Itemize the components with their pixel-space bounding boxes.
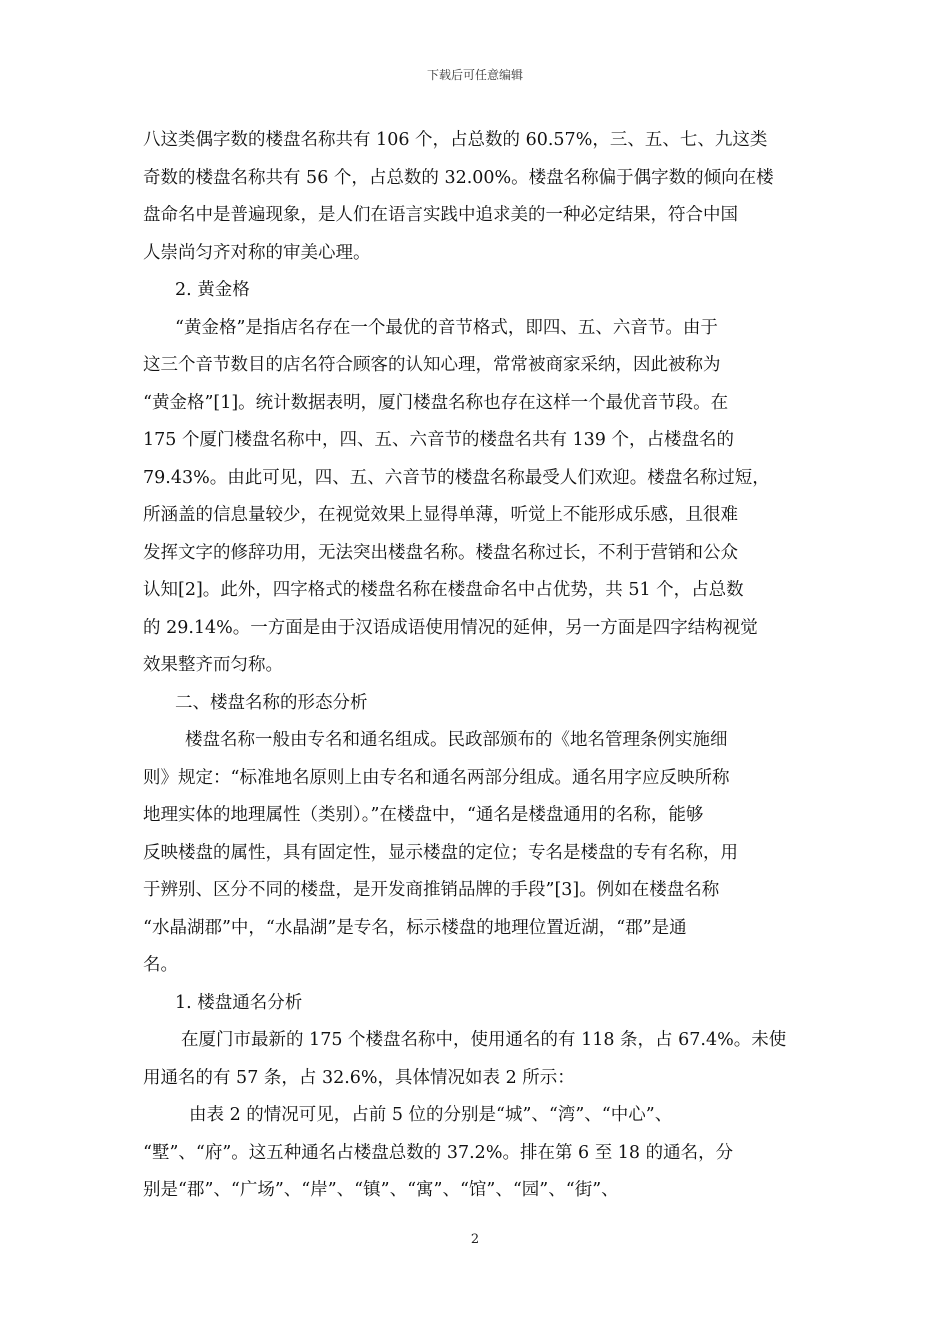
text-line: 1. 楼盘通名分析	[175, 992, 303, 1013]
text-line: 所涵盖的信息量较少，在视觉效果上显得单薄，听觉上不能形成乐感，且很难	[143, 505, 738, 525]
text-line: 在厦门市最新的 175 个楼盘名称中，使用通名的有 118 条，占 67.4%。未使	[181, 1030, 787, 1050]
text-line: 的 29.14%。一方面是由于汉语成语使用情况的延伸，另一方面是四字结构视觉	[143, 617, 758, 638]
text-line: 二、楼盘名称的形态分析	[175, 692, 368, 713]
text-line: “墅”、“府”。这五种通名占楼盘总数的 37.2%。排在第 6 至 18 的通名，分	[143, 1142, 734, 1163]
text-line: 盘命名中是普遍现象，是人们在语言实践中追求美的一种必定结果，符合中国	[143, 205, 738, 225]
text-line: 79.43%。由此可见，四、五、六音节的楼盘名称最受人们欢迎。楼盘名称过短，	[143, 467, 770, 488]
text-line: “黄金格”[1]。统计数据表明，厦门楼盘名称也存在这样一个最优音节段。在	[143, 392, 729, 413]
text-line: 则》规定：“标准地名原则上由专名和通名两部分组成。通名用字应反映所称	[143, 767, 730, 788]
text-line: 反映楼盘的属性，具有固定性，显示楼盘的定位；专名是楼盘的专有名称，用	[143, 842, 738, 863]
text-line: 用通名的有 57 条，占 32.6%，具体情况如表 2 所示：	[143, 1067, 575, 1088]
text-line: 八这类偶字数的楼盘名称共有 106 个，占总数的 60.57%，三、五、七、九这类	[143, 130, 768, 150]
text-line: 地理实体的地理属性（类别）。”在楼盘中，“通名是楼盘通用的名称，能够	[143, 805, 704, 825]
document-body	[143, 122, 810, 1210]
text-line: 2. 黄金格	[175, 280, 250, 300]
page-header: 下载后可任意编辑	[426, 68, 523, 82]
text-line: 奇数的楼盘名称共有 56 个，占总数的 32.00%。楼盘名称偏于偶字数的倾向在楼	[143, 167, 774, 188]
text-line: 这三个音节数目的店名符合顾客的认知心理，常常被商家采纳，因此被称为	[143, 355, 721, 375]
text-line: 于辨别、区分不同的楼盘，是开发商推销品牌的手段”[3]。例如在楼盘名称	[143, 880, 720, 900]
text-line: 楼盘名称一般由专名和通名组成。民政部颁布的《地名管理条例实施细	[185, 730, 728, 750]
text-line: 认知[2]。此外，四字格式的楼盘名称在楼盘命名中占优势，共 51 个，占总数	[143, 580, 744, 600]
text-line: 名。	[143, 955, 178, 975]
text-line: 人崇尚匀齐对称的审美心理。	[143, 242, 371, 263]
text-line: 别是“郡”、“广场”、“岸”、“镇”、“寓”、“馆”、“园”、“街”、	[143, 1180, 619, 1200]
page-number: 2	[470, 1232, 480, 1247]
text-line: “黄金格”是指店名存在一个最优的音节格式，即四、五、六音节。由于	[175, 317, 718, 338]
text-line: 175 个厦门楼盘名称中，四、五、六音节的楼盘名共有 139 个，占楼盘名的	[143, 430, 734, 450]
text-line: “水晶湖郡”中，“水晶湖”是专名，标示楼盘的地理位置近湖，“郡”是通	[143, 917, 687, 938]
text-line: 效果整齐而匀称。	[143, 655, 283, 675]
text-line: 发挥文字的修辞功用，无法突出楼盘名称。楼盘名称过长，不利于营销和公众	[143, 542, 738, 563]
text-line: 由表 2 的情况可见，占前 5 位的分别是“城”、“湾”、“中心”、	[189, 1105, 673, 1125]
